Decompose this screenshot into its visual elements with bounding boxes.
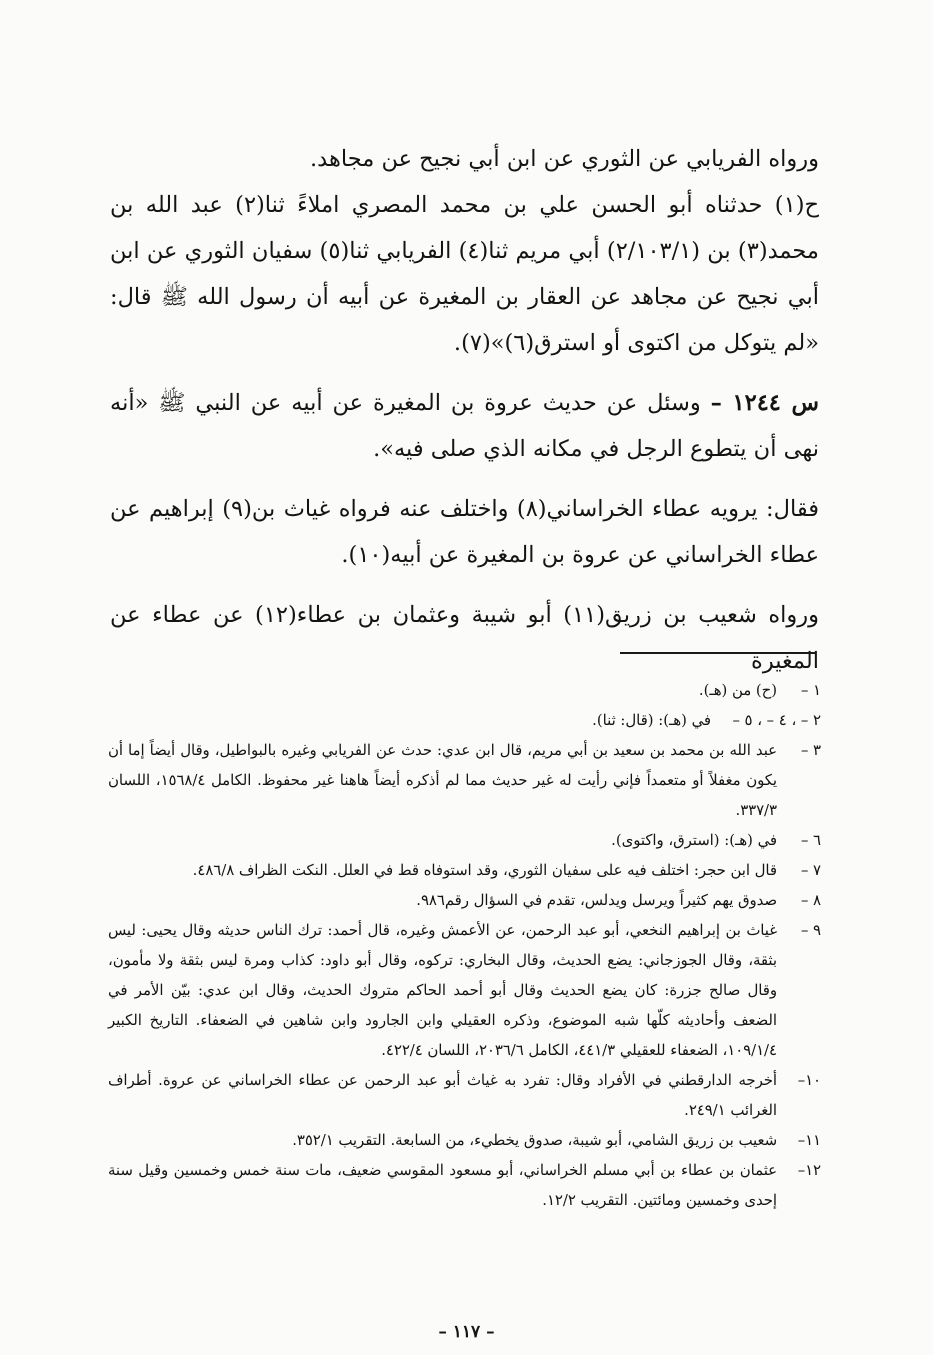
question-number: س ١٢٤٤ – xyxy=(710,390,819,416)
footnote-text: (ح) من (هـ). xyxy=(698,682,777,699)
footnote-text: قال ابن حجر: اختلف فيه على سفيان الثوري، وقد استوفاه قط في العلل. النكت الظراف ٤٨٦/٨. xyxy=(192,862,777,879)
footnote-text: في (هـ): (قال: ثنا). xyxy=(592,712,711,729)
footnote-text: أخرجه الدارقطني في الأفراد وقال: تفرد به غياث أبو عبد الرحمن عن عطاء الخراساني عن عروة. أطراف الغرائب ٢٤٩/١. xyxy=(108,1072,777,1119)
question-text: وسئل عن حديث عروة بن المغيرة عن أبيه عن النبي ﷺ «أنه نهى أن يتطوع الرجل في مكانه الذي صلى فيه». xyxy=(110,390,819,462)
footnote-item xyxy=(108,676,821,706)
footnote-item xyxy=(108,706,821,736)
footnote-number: ١٢– xyxy=(797,1162,821,1179)
footnote-number: ١١– xyxy=(797,1132,821,1149)
footnote-item xyxy=(108,916,821,1066)
footnote-item xyxy=(108,1156,821,1216)
footnote-text: صدوق يهم كثيراً ويرسل ويدلس، تقدم في السؤال رقم٩٨٦. xyxy=(416,892,777,909)
footnote-number: ٦ – xyxy=(800,832,821,849)
footnote-number: ١ – xyxy=(800,682,821,699)
paragraph-2: ح(١) حدثناه أبو الحسن علي بن محمد المصري املاءً ثنا(٢) عبد الله بن محمد(٣) بن (٢/١٠٣/١) أبي مريم ثنا(٤) الفريابي ثنا(٥) سفيان الثوري عن ابن أبي نجيح عن مجاهد عن العقار بن المغيرة عن أبيه أن رسول الله ﷺ قال: «لم يتوكل من اكتوى أو استرق(٦)»(٧). xyxy=(110,192,819,356)
footnote-text: شعيب بن زريق الشامي، أبو شيبة، صدوق يخطيء، من السابعة. التقريب ٣٥٢/١. xyxy=(292,1132,777,1149)
footnote-number: ١٠– xyxy=(797,1072,821,1089)
footnote-text: عثمان بن عطاء بن أبي مسلم الخراساني، أبو مسعود المقوسي ضعيف، مات سنة خمس وخمسين وقيل سنة إحدى وخمسين ومائتين. التقريب ١٢/٢. xyxy=(108,1162,777,1209)
footnote-number: ٨ – xyxy=(800,892,821,909)
footnote-item xyxy=(108,1066,821,1126)
paragraph-5: ورواه شعيب بن زريق(١١) أبو شيبة وعثمان بن عطاء(١٢) عن عطاء عن المغيرة xyxy=(110,602,820,674)
paragraph-3-question xyxy=(110,380,819,472)
footnote-item xyxy=(108,856,821,886)
paragraph-1: ورواه الفريابي عن الثوري عن ابن أبي نجيح عن مجاهد. xyxy=(310,146,819,172)
footnote-text: غياث بن إبراهيم النخعي، أبو عبد الرحمن، عن الأعمش وغيره، قال أحمد: ترك الناس حديثه وقال يحيى: ليس بثقة، وقال الجوزجاني: يضع الحديث، وقال البخاري: تركوه، وقال أبو داود: كذاب ومرة ليس بثقة ولا مأمون، وقال صالح جزرة: كان يضع الحديث وقال أبو أحمد الحاكم متروك الحديث، وقال ابن عدي: بيّن الأمر في الضعف وأحاديثه كلّها شبه الموضوع، وذكره العقيلي وابن الجارود وابن شاهين في الضعفاء. التاريخ الكبير ١٠٩/١/٤، الضعفاء للعقيلي ٤٤١/٣، الكامل ٢٠٣٦/٦، اللسان ٤٢٢/٤. xyxy=(108,922,777,1059)
main-text xyxy=(110,136,819,698)
footnotes xyxy=(108,676,821,1216)
footnote-item xyxy=(108,736,821,826)
footnote-number: ٢ – ، ٤ – ، ٥ – xyxy=(732,712,821,729)
footnote-item xyxy=(108,886,821,916)
paragraph-4: فقال: يرويه عطاء الخراساني(٨) واختلف عنه فرواه غياث بن(٩) إبراهيم عن عطاء الخراساني عن عروة بن المغيرة عن أبيه(١٠). xyxy=(110,496,819,568)
page-number: – ١١٧ – xyxy=(438,1322,495,1342)
footnote-number: ٣ – xyxy=(800,742,821,759)
footnote-text: عبد الله بن محمد بن سعيد بن أبي مريم، قال ابن عدي: حدث عن الفريابي وغيره بالبواطيل، وقال أيضاً إما أن يكون مغفلاً أو متعمداً فإني رأيت له غير حديث مما لم أذكره أيضاً هاهنا غير محفوظ. الكامل ١٥٦٨/٤، اللسان ٣٣٧/٣. xyxy=(108,742,778,819)
footnote-item xyxy=(108,826,821,856)
footnote-separator xyxy=(620,652,816,654)
footnote-number: ٧ – xyxy=(800,862,821,879)
footnote-text: في (هـ): (استرق، واكتوى). xyxy=(611,832,777,849)
footnote-number: ٩ – xyxy=(800,922,821,939)
footnote-item xyxy=(108,1126,821,1156)
